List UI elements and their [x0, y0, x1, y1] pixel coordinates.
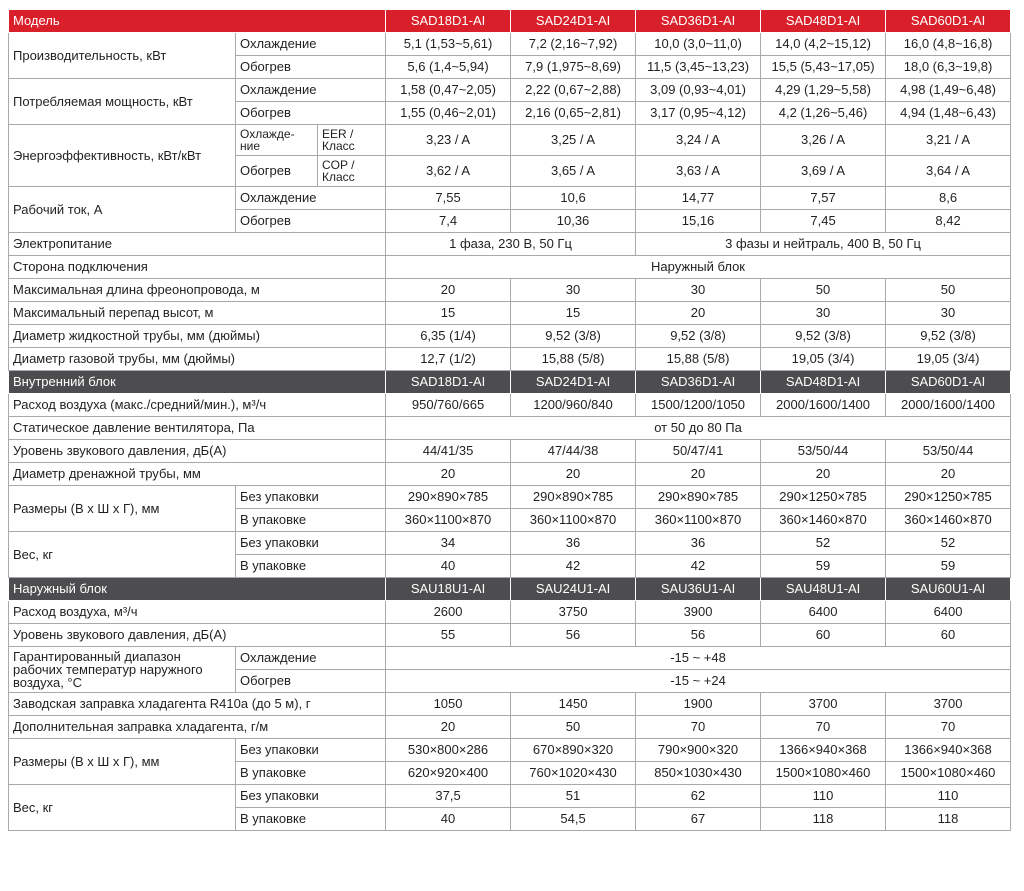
table-row [9, 279, 1011, 302]
cell-value: 12,7 (1/2) [386, 348, 511, 371]
cell-value: 3,24 / A [636, 125, 761, 156]
model-name: SAU48U1-AI [761, 578, 886, 601]
cell-value: 10,6 [511, 187, 636, 210]
row-label-outdoor-weight: Вес, кг [9, 785, 236, 831]
table-row [9, 486, 1011, 509]
cell-value: 50/47/41 [636, 440, 761, 463]
table-row [9, 325, 1011, 348]
cell-value: 4,94 (1,48~6,43) [886, 102, 1011, 125]
cell-value: 34 [386, 532, 511, 555]
cell-value: 290×890×785 [636, 486, 761, 509]
sub-label-cop: COP / Класс [318, 156, 386, 187]
cell-value: 19,05 (3/4) [761, 348, 886, 371]
cell-value: 20 [386, 279, 511, 302]
cell-value: 14,0 (4,2~15,12) [761, 33, 886, 56]
row-label-indoor-airflow: Расход воздуха (макс./средний/мин.), м³/ч [9, 394, 386, 417]
cell-value: 15,88 (5/8) [636, 348, 761, 371]
table-row [9, 785, 1011, 808]
cell-value: 30 [886, 302, 1011, 325]
cell-value: 47/44/38 [511, 440, 636, 463]
row-label-gas-pipe: Диаметр газовой трубы, мм (дюймы) [9, 348, 386, 371]
cell-value: 110 [886, 785, 1011, 808]
sub-label-cooling: Охлажде-ние [236, 125, 318, 156]
cell-value: 3,23 / A [386, 125, 511, 156]
cell-value: 59 [761, 555, 886, 578]
cell-value: 3700 [761, 693, 886, 716]
cell-value: 20 [636, 302, 761, 325]
cell-value: 8,42 [886, 210, 1011, 233]
cell-value: 16,0 (4,8~16,8) [886, 33, 1011, 56]
cell-value: 67 [636, 808, 761, 831]
cell-value: 36 [511, 532, 636, 555]
cell-value: 2600 [386, 601, 511, 624]
cell-value: 44/41/35 [386, 440, 511, 463]
cell-value: 11,5 (3,45~13,23) [636, 56, 761, 79]
cell-value: 3,26 / A [761, 125, 886, 156]
table-row [9, 187, 1011, 210]
cell-value: 5,1 (1,53~5,61) [386, 33, 511, 56]
model-name: SAD60D1-AI [886, 10, 1011, 33]
cell-value: 15 [386, 302, 511, 325]
cell-value: 3900 [636, 601, 761, 624]
row-label-capacity: Производительность, кВт [9, 33, 236, 79]
cell-value: 530×800×286 [386, 739, 511, 762]
cell-value: 3,62 / A [386, 156, 511, 187]
sub-label-net: Без упаковки [236, 486, 386, 509]
cell-value: 10,36 [511, 210, 636, 233]
cell-value: 2,22 (0,67~2,88) [511, 79, 636, 102]
cell-value: 670×890×320 [511, 739, 636, 762]
sub-label-heating: Обогрев [236, 156, 318, 187]
row-label-static-pressure: Статическое давление вентилятора, Па [9, 417, 386, 440]
model-name: SAU60U1-AI [886, 578, 1011, 601]
cell-value: 36 [636, 532, 761, 555]
model-name: SAD24D1-AI [511, 371, 636, 394]
cell-value: от 50 до 80 Па [386, 417, 1011, 440]
table-row [9, 125, 1011, 156]
cell-value: 9,52 (3/8) [761, 325, 886, 348]
table-row [9, 394, 1011, 417]
cell-value: 52 [761, 532, 886, 555]
cell-value: 20 [636, 463, 761, 486]
cell-value: 1900 [636, 693, 761, 716]
cell-value: 50 [886, 279, 1011, 302]
cell-value: 1366×940×368 [761, 739, 886, 762]
cell-value: 3,25 / A [511, 125, 636, 156]
cell-value: 790×900×320 [636, 739, 761, 762]
cell-value: 7,4 [386, 210, 511, 233]
row-label-connection: Сторона подключения [9, 256, 386, 279]
cell-value: 50 [511, 716, 636, 739]
cell-value: Наружный блок [386, 256, 1011, 279]
cell-value: 70 [886, 716, 1011, 739]
indoor-section-label: Внутренний блок [9, 371, 386, 394]
cell-value: 2,16 (0,65~2,81) [511, 102, 636, 125]
row-label-power: Потребляемая мощность, кВт [9, 79, 236, 125]
model-name: SAD18D1-AI [386, 371, 511, 394]
cell-value: 20 [386, 463, 511, 486]
cell-value: -15 ~ +48 [386, 647, 1011, 670]
cell-value: 2000/1600/1400 [886, 394, 1011, 417]
cell-value: 118 [886, 808, 1011, 831]
cell-value: 18,0 (6,3~19,8) [886, 56, 1011, 79]
model-name: SAD36D1-AI [636, 371, 761, 394]
table-row [9, 693, 1011, 716]
cell-value: 42 [636, 555, 761, 578]
sub-label-heating: Обогрев [236, 210, 386, 233]
cell-value: 360×1100×870 [386, 509, 511, 532]
row-label-charge: Заводская заправка хладагента R410a (до 5 м), г [9, 693, 386, 716]
cell-value: 3750 [511, 601, 636, 624]
cell-value: 1500×1080×460 [886, 762, 1011, 785]
cell-value: 1200/960/840 [511, 394, 636, 417]
row-label-outdoor-airflow: Расход воздуха, м³/ч [9, 601, 386, 624]
sub-label-net: Без упаковки [236, 785, 386, 808]
table-row [9, 302, 1011, 325]
table-row [9, 647, 1011, 670]
sub-label-cooling: Охлаждение [236, 187, 386, 210]
cell-value: 30 [761, 302, 886, 325]
cell-value: 6,35 (1/4) [386, 325, 511, 348]
table-row [9, 739, 1011, 762]
cell-value: 1366×940×368 [886, 739, 1011, 762]
table-row [9, 417, 1011, 440]
cell-value: 360×1100×870 [636, 509, 761, 532]
model-name: SAU36U1-AI [636, 578, 761, 601]
sub-label-heating: Обогрев [236, 102, 386, 125]
cell-value: 3,63 / A [636, 156, 761, 187]
outdoor-section-label: Наружный блок [9, 578, 386, 601]
cell-value: 20 [886, 463, 1011, 486]
cell-value: 56 [511, 624, 636, 647]
cell-value: 8,6 [886, 187, 1011, 210]
cell-value: 760×1020×430 [511, 762, 636, 785]
cell-value: 9,52 (3/8) [636, 325, 761, 348]
cell-value: 60 [761, 624, 886, 647]
table-row [9, 79, 1011, 102]
sub-label-cooling: Охлаждение [236, 33, 386, 56]
model-name: SAD36D1-AI [636, 10, 761, 33]
row-label-indoor-noise: Уровень звукового давления, дБ(А) [9, 440, 386, 463]
table-row [9, 716, 1011, 739]
cell-value: 360×1100×870 [511, 509, 636, 532]
model-name: SAD18D1-AI [386, 10, 511, 33]
cell-value: 59 [886, 555, 1011, 578]
cell-value: 4,98 (1,49~6,48) [886, 79, 1011, 102]
cell-value: 60 [886, 624, 1011, 647]
row-label-extra-charge: Дополнительная заправка хладагента, г/м [9, 716, 386, 739]
cell-value: 1 фаза, 230 В, 50 Гц [386, 233, 636, 256]
cell-value: 9,52 (3/8) [511, 325, 636, 348]
cell-value: 55 [386, 624, 511, 647]
cell-value: 42 [511, 555, 636, 578]
model-name: SAD48D1-AI [761, 10, 886, 33]
cell-value: 7,55 [386, 187, 511, 210]
cell-value: 1500/1200/1050 [636, 394, 761, 417]
cell-value: 62 [636, 785, 761, 808]
cell-value: 54,5 [511, 808, 636, 831]
cell-value: 950/760/665 [386, 394, 511, 417]
cell-value: 40 [386, 808, 511, 831]
sub-label-packed: В упаковке [236, 509, 386, 532]
row-label-indoor-size: Размеры (В х Ш х Г), мм [9, 486, 236, 532]
table-row [9, 233, 1011, 256]
sub-label-packed: В упаковке [236, 762, 386, 785]
cell-value: 15,5 (5,43~17,05) [761, 56, 886, 79]
cell-value: 290×890×785 [511, 486, 636, 509]
cell-value: 1050 [386, 693, 511, 716]
cell-value: 19,05 (3/4) [886, 348, 1011, 371]
cell-value: 3,21 / A [886, 125, 1011, 156]
row-label-current: Рабочий ток, А [9, 187, 236, 233]
cell-value: 30 [636, 279, 761, 302]
table-row [9, 348, 1011, 371]
cell-value: 1,55 (0,46~2,01) [386, 102, 511, 125]
sub-label-packed: В упаковке [236, 808, 386, 831]
cell-value: 53/50/44 [761, 440, 886, 463]
cell-value: 4,29 (1,29~5,58) [761, 79, 886, 102]
model-name: SAU24U1-AI [511, 578, 636, 601]
sub-label-net: Без упаковки [236, 532, 386, 555]
sub-label-cooling: Охлаждение [236, 79, 386, 102]
cell-value: 37,5 [386, 785, 511, 808]
sub-label-net: Без упаковки [236, 739, 386, 762]
row-label-supply: Электропитание [9, 233, 386, 256]
table-row [9, 601, 1011, 624]
outdoor-section-header [9, 578, 1011, 601]
row-label-outdoor-size: Размеры (В х Ш х Г), мм [9, 739, 236, 785]
cell-value: 7,45 [761, 210, 886, 233]
row-label-outdoor-noise: Уровень звукового давления, дБ(А) [9, 624, 386, 647]
model-name: SAU18U1-AI [386, 578, 511, 601]
cell-value: 3 фазы и нейтраль, 400 В, 50 Гц [636, 233, 1011, 256]
cell-value: 3,65 / A [511, 156, 636, 187]
cell-value: 20 [386, 716, 511, 739]
sub-label-heating: Обогрев [236, 670, 386, 693]
row-label-pipe-length: Максимальная длина фреонопровода, м [9, 279, 386, 302]
cell-value: 70 [761, 716, 886, 739]
model-name: SAD24D1-AI [511, 10, 636, 33]
cell-value: 20 [511, 463, 636, 486]
cell-value: 290×1250×785 [761, 486, 886, 509]
cell-value: -15 ~ +24 [386, 670, 1011, 693]
cell-value: 1450 [511, 693, 636, 716]
model-header-label: Модель [9, 10, 386, 33]
indoor-section-header [9, 371, 1011, 394]
cell-value: 360×1460×870 [761, 509, 886, 532]
cell-value: 6400 [761, 601, 886, 624]
cell-value: 14,77 [636, 187, 761, 210]
cell-value: 1,58 (0,47~2,05) [386, 79, 511, 102]
cell-value: 290×890×785 [386, 486, 511, 509]
cell-value: 7,57 [761, 187, 886, 210]
cell-value: 118 [761, 808, 886, 831]
row-label-efficiency: Энергоэффективность, кВт/кВт [9, 125, 236, 187]
row-label-temp-range: Гарантированный диапазон рабочих температур наружного воздуха, °С [9, 647, 236, 693]
cell-value: 3,17 (0,95~4,12) [636, 102, 761, 125]
cell-value: 7,9 (1,975~8,69) [511, 56, 636, 79]
cell-value: 2000/1600/1400 [761, 394, 886, 417]
cell-value: 9,52 (3/8) [886, 325, 1011, 348]
row-label-indoor-weight: Вес, кг [9, 532, 236, 578]
table-row [9, 440, 1011, 463]
cell-value: 51 [511, 785, 636, 808]
table-row [9, 256, 1011, 279]
table-row [9, 624, 1011, 647]
sub-label-heating: Обогрев [236, 56, 386, 79]
row-label-liquid-pipe: Диаметр жидкостной трубы, мм (дюймы) [9, 325, 386, 348]
row-label-height-diff: Максимальный перепад высот, м [9, 302, 386, 325]
sub-label-eer: EER / Класс [318, 125, 386, 156]
cell-value: 1500×1080×460 [761, 762, 886, 785]
cell-value: 850×1030×430 [636, 762, 761, 785]
table-row [9, 532, 1011, 555]
cell-value: 53/50/44 [886, 440, 1011, 463]
cell-value: 6400 [886, 601, 1011, 624]
model-header-row [9, 10, 1011, 33]
table-row [9, 33, 1011, 56]
cell-value: 7,2 (2,16~7,92) [511, 33, 636, 56]
cell-value: 40 [386, 555, 511, 578]
cell-value: 3700 [886, 693, 1011, 716]
spec-table [8, 9, 1011, 831]
cell-value: 3,64 / A [886, 156, 1011, 187]
cell-value: 15,16 [636, 210, 761, 233]
cell-value: 70 [636, 716, 761, 739]
sub-label-packed: В упаковке [236, 555, 386, 578]
cell-value: 15,88 (5/8) [511, 348, 636, 371]
cell-value: 3,69 / A [761, 156, 886, 187]
table-row [9, 463, 1011, 486]
cell-value: 50 [761, 279, 886, 302]
cell-value: 4,2 (1,26~5,46) [761, 102, 886, 125]
cell-value: 52 [886, 532, 1011, 555]
cell-value: 360×1460×870 [886, 509, 1011, 532]
cell-value: 290×1250×785 [886, 486, 1011, 509]
cell-value: 15 [511, 302, 636, 325]
cell-value: 56 [636, 624, 761, 647]
cell-value: 30 [511, 279, 636, 302]
cell-value: 20 [761, 463, 886, 486]
cell-value: 110 [761, 785, 886, 808]
cell-value: 5,6 (1,4~5,94) [386, 56, 511, 79]
sub-label-cooling: Охлаждение [236, 647, 386, 670]
cell-value: 620×920×400 [386, 762, 511, 785]
cell-value: 10,0 (3,0~11,0) [636, 33, 761, 56]
cell-value: 3,09 (0,93~4,01) [636, 79, 761, 102]
model-name: SAD48D1-AI [761, 371, 886, 394]
model-name: SAD60D1-AI [886, 371, 1011, 394]
row-label-drain: Диаметр дренажной трубы, мм [9, 463, 386, 486]
